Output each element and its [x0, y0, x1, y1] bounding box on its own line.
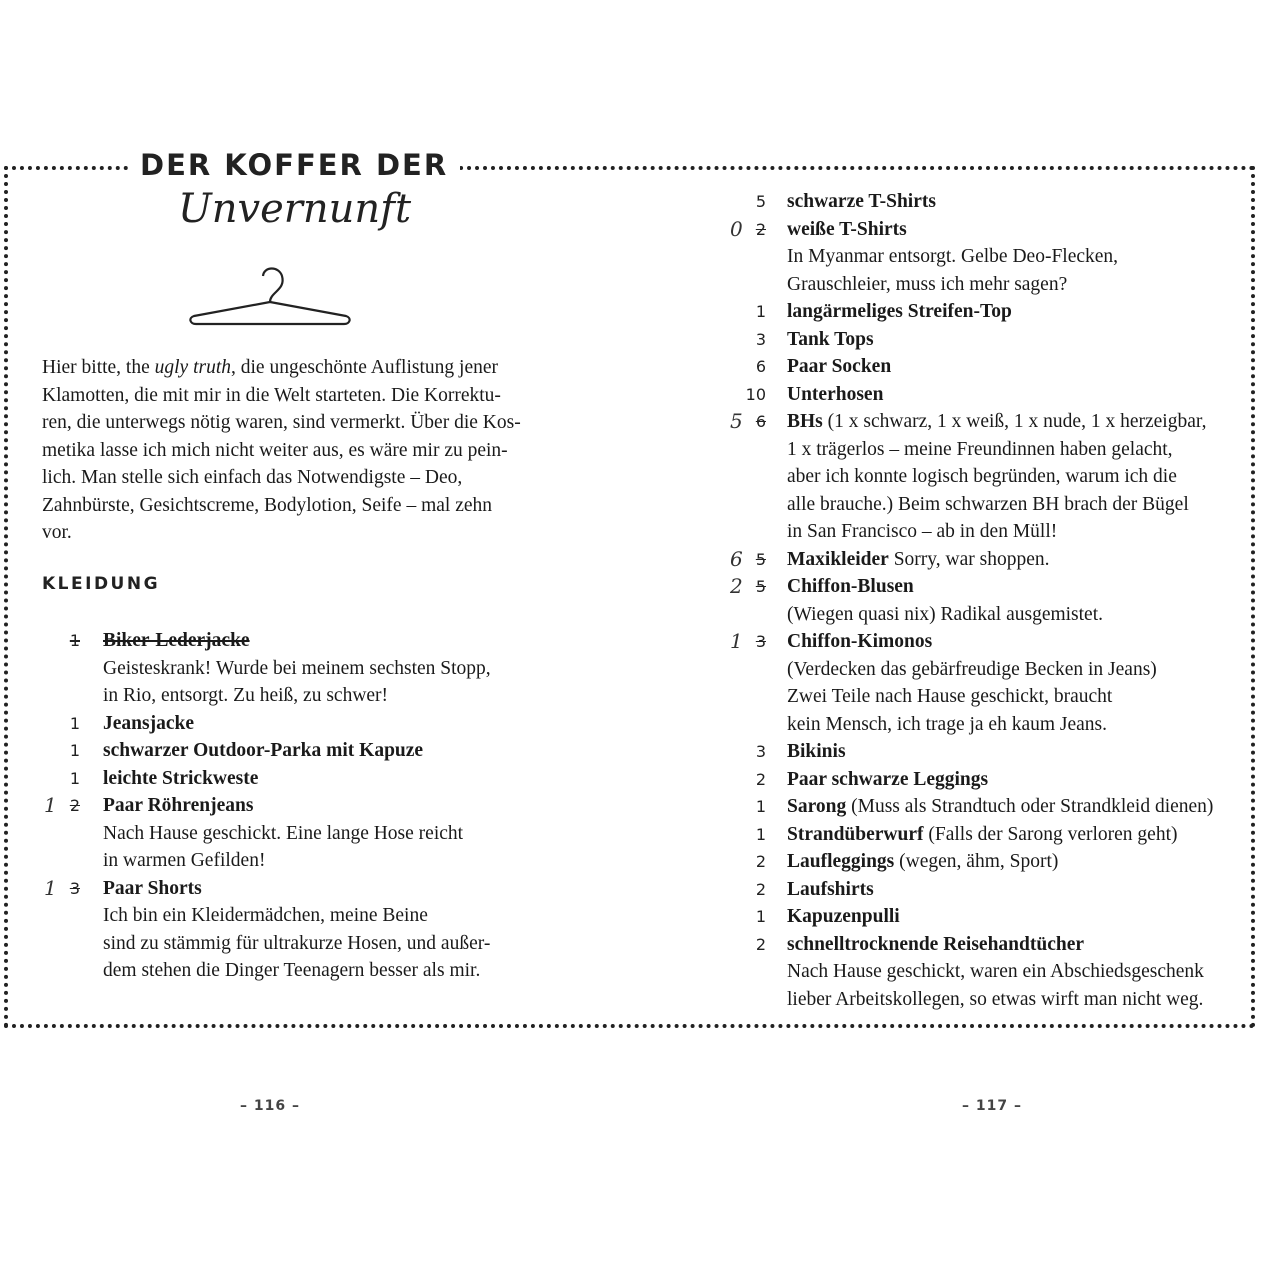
handwritten-correction: 1	[44, 793, 57, 817]
list-item	[620, 326, 1260, 354]
item-quantity: 1	[69, 768, 80, 788]
intro-text: ren, die unterwegs nötig waren, sind vermerkt. Über die Kos-	[42, 412, 521, 433]
item-text	[103, 627, 250, 655]
item-quantity: 5	[755, 549, 766, 569]
list-item	[0, 875, 560, 903]
intro-paragraph	[42, 354, 538, 547]
item-quantity: 3	[755, 329, 766, 349]
item-note: sind zu stämmig für ultrakurze Hosen, und außer-	[103, 932, 491, 954]
item-name: Paar schwarze Leggings	[787, 768, 989, 790]
item-note-line	[620, 656, 1260, 684]
item-name: BHs	[787, 411, 823, 432]
item-name: schwarze T-Shirts	[787, 191, 936, 212]
handwritten-correction: 6	[730, 546, 743, 571]
list-item	[620, 381, 1260, 409]
item-note-line	[0, 655, 560, 683]
item-quantity: 1	[755, 302, 766, 321]
list-item	[620, 931, 1260, 959]
list-item	[0, 710, 560, 738]
item-quantity: 2	[69, 796, 80, 815]
item-text	[787, 546, 1050, 574]
item-text	[103, 875, 202, 903]
list-item	[620, 188, 1260, 216]
item-name: schwarzer Outdoor-Parka mit Kapuze	[103, 740, 424, 761]
intro-emphasis: ugly truth	[154, 357, 232, 378]
item-detail: (Falls der Sarong verloren geht)	[923, 823, 1178, 845]
item-name: weiße T-Shirts	[787, 218, 907, 240]
item-name: Biker-Lederjacke	[103, 630, 250, 651]
intro-text: , die ungeschönte Auflistung jener	[231, 357, 498, 378]
item-text	[787, 903, 900, 931]
item-note: Zwei Teile nach Hause geschickt, braucht	[787, 686, 1113, 707]
list-item	[620, 903, 1260, 931]
list-item	[620, 573, 1260, 601]
item-quantity: 2	[755, 219, 766, 239]
item-note: Nach Hause geschickt, waren ein Abschiedsgeschenk	[787, 961, 1204, 982]
item-quantity: 1	[69, 741, 80, 760]
intro-text: Klamotten, die mit mir in die Welt starteten. Die Korrektu-	[42, 384, 501, 406]
list-item	[620, 738, 1260, 766]
item-note-line	[620, 518, 1260, 546]
item-note-line	[620, 711, 1260, 739]
item-name: Kapuzenpulli	[787, 906, 900, 927]
item-detail: (Muss als Strandtuch oder Strandkleid dienen)	[846, 796, 1214, 817]
item-note-line	[0, 957, 560, 985]
item-name: Unterhosen	[787, 383, 884, 405]
intro-text: vor.	[42, 522, 72, 543]
page-number-left: – 116 –	[240, 1098, 300, 1114]
item-detail: (wegen, ähm, Sport)	[894, 851, 1059, 872]
item-name: leichte Strickweste	[103, 767, 259, 789]
item-quantity: 6	[755, 412, 766, 431]
item-detail: Sorry, war shoppen.	[888, 548, 1050, 570]
section-heading: KLEIDUNG	[42, 574, 161, 594]
item-text	[787, 821, 1177, 849]
item-note: in warmen Gefilden!	[103, 850, 266, 871]
item-name: Jeansjacke	[103, 712, 194, 734]
hanger-icon	[186, 262, 356, 328]
item-note-line	[620, 436, 1260, 464]
item-name: Maxikleider	[787, 548, 889, 570]
item-text	[103, 710, 194, 738]
list-item	[620, 766, 1260, 794]
page-number-right: – 117 –	[962, 1098, 1022, 1114]
handwritten-correction: 5	[730, 409, 743, 433]
item-text	[787, 408, 1206, 436]
item-note: dem stehen die Dinger Teenagern besser als mir.	[103, 960, 481, 981]
handwritten-correction: 1	[44, 875, 57, 900]
item-name: Sarong	[787, 796, 847, 817]
item-text	[787, 216, 907, 244]
item-text	[787, 848, 1058, 876]
item-note-line	[620, 463, 1260, 491]
item-text	[787, 793, 1213, 821]
item-quantity: 2	[755, 934, 766, 954]
item-note: alle brauche.) Beim schwarzen BH brach der Bügel	[787, 493, 1189, 515]
item-note: In Myanmar entsorgt. Gelbe Deo-Flecken,	[787, 246, 1119, 267]
list-item	[620, 876, 1260, 904]
list-item	[620, 216, 1260, 244]
item-quantity: 1	[755, 797, 766, 816]
item-text	[787, 766, 988, 794]
item-text	[787, 738, 846, 766]
item-detail: (1 x schwarz, 1 x weiß, 1 x nude, 1 x herzeigbar,	[822, 411, 1207, 432]
list-item	[620, 298, 1260, 326]
item-note: Ich bin ein Kleidermädchen, meine Beine	[103, 905, 428, 926]
item-name: Paar Socken	[787, 356, 892, 377]
item-text	[103, 792, 253, 820]
intro-text: metika lasse ich mich nicht weiter aus, es wäre mir zu pein-	[42, 439, 508, 461]
item-note: 1 x trägerlos – meine Freundinnen haben gelacht,	[787, 438, 1173, 460]
item-note-line	[0, 820, 560, 848]
item-text	[787, 628, 932, 656]
item-text	[787, 931, 1084, 959]
list-item	[620, 848, 1260, 876]
list-item	[620, 628, 1260, 656]
item-text	[787, 298, 1012, 326]
item-name: Tank Tops	[787, 328, 874, 350]
item-note-line	[620, 271, 1260, 299]
list-item	[620, 546, 1260, 574]
item-name: Paar Shorts	[103, 877, 202, 899]
list-item	[620, 408, 1260, 436]
item-name: Laufleggings	[787, 851, 895, 872]
item-quantity: 3	[69, 878, 80, 898]
item-text	[787, 573, 914, 601]
item-name: Paar Röhrenjeans	[103, 795, 254, 816]
item-name: schnelltrocknende Reisehandtücher	[787, 933, 1085, 955]
item-quantity: 1	[69, 631, 80, 650]
item-name: Strandüberwurf	[787, 823, 924, 845]
intro-text: Zahnbürste, Gesichtscreme, Bodylotion, Seife – mal zehn	[42, 494, 493, 516]
chapter-title: DER KOFFER DER	[140, 148, 449, 182]
item-note: aber ich konnte logisch begründen, warum ich die	[787, 466, 1177, 487]
item-note: Grauschleier, muss ich mehr sagen?	[787, 273, 1068, 295]
item-quantity: 1	[755, 907, 766, 926]
handwritten-correction: 1	[730, 629, 743, 653]
item-note: lieber Arbeitskollegen, so etwas wirft man nicht weg.	[787, 988, 1204, 1010]
item-text	[787, 326, 874, 354]
item-note: Geisteskrank! Wurde bei meinem sechsten Stopp,	[103, 657, 491, 679]
list-item	[0, 737, 560, 765]
item-quantity: 3	[755, 742, 766, 761]
item-note-line	[620, 986, 1260, 1014]
list-item	[620, 793, 1260, 821]
item-note: kein Mensch, ich trage ja eh kaum Jeans.	[787, 713, 1108, 735]
handwritten-correction: 2	[730, 574, 743, 598]
item-text	[787, 188, 936, 216]
item-note: in San Francisco – ab in den Müll!	[787, 521, 1058, 542]
right-list	[620, 188, 1260, 1013]
intro-text: Hier bitte, the	[42, 357, 155, 378]
list-item	[620, 353, 1260, 381]
item-note-line	[620, 683, 1260, 711]
item-note: in Rio, entsorgt. Zu heiß, zu schwer!	[103, 685, 389, 706]
item-note-line	[0, 930, 560, 958]
item-quantity: 2	[755, 879, 766, 899]
item-quantity: 5	[755, 192, 766, 211]
list-item	[0, 627, 560, 655]
left-list	[0, 627, 560, 985]
item-quantity: 3	[755, 632, 766, 651]
item-quantity: 1	[755, 824, 766, 844]
item-quantity: 2	[755, 852, 766, 871]
item-quantity: 2	[755, 769, 766, 789]
item-note-line	[0, 682, 560, 710]
list-item	[620, 821, 1260, 849]
title-top-wrap	[128, 146, 460, 184]
item-quantity: 10	[745, 384, 766, 404]
item-note-line	[620, 491, 1260, 519]
handwritten-correction: 0	[730, 216, 743, 241]
item-note-line	[0, 902, 560, 930]
chapter-title-script: Unvernunft	[178, 186, 412, 232]
item-name: Chiffon-Blusen	[787, 576, 914, 597]
item-name: Bikinis	[787, 741, 846, 762]
item-text	[787, 381, 883, 409]
item-quantity: 1	[69, 713, 80, 733]
item-text	[103, 765, 258, 793]
list-item	[0, 792, 560, 820]
item-quantity: 6	[755, 357, 766, 376]
item-note: (Wiegen quasi nix) Radikal ausgemistet.	[787, 603, 1104, 625]
item-text	[103, 737, 423, 765]
item-note: Nach Hause geschickt. Eine lange Hose reicht	[103, 822, 464, 844]
item-name: langärmeliges Streifen-Top	[787, 301, 1012, 322]
item-quantity: 5	[755, 577, 766, 596]
item-text	[787, 353, 891, 381]
item-note-line	[0, 847, 560, 875]
item-text	[787, 876, 874, 904]
item-note-line	[620, 958, 1260, 986]
intro-text: lich. Man stelle sich einfach das Notwendigste – Deo,	[42, 467, 463, 488]
item-note-line	[620, 243, 1260, 271]
list-item	[0, 765, 560, 793]
item-note: (Verdecken das gebärfreudige Becken in Jeans)	[787, 658, 1157, 680]
item-note-line	[620, 601, 1260, 629]
item-name: Chiffon-Kimonos	[787, 631, 933, 652]
item-name: Laufshirts	[787, 878, 874, 900]
